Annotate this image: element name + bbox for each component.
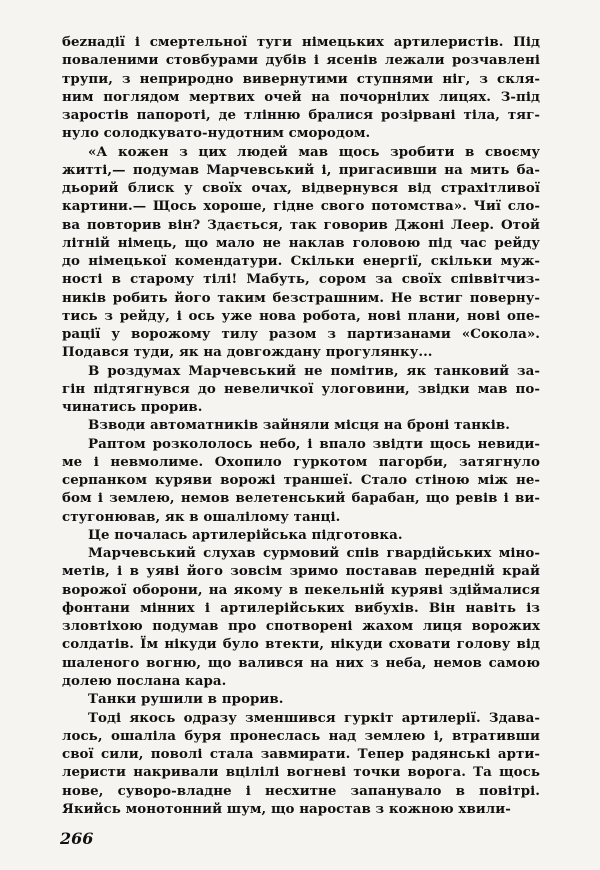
text-line: Подався туди, як на довгождану прогулянку...: [62, 344, 433, 361]
text-line: ва повторив він? Здається, так говорив Джоні Леер. Отой: [62, 216, 540, 233]
text-line: бezнадії і смертельної туги німецьких артилеристів. Під: [62, 34, 540, 50]
text-line: гін підтягнувся до невеличкої улоговини, звідки мав по-: [62, 380, 540, 397]
paragraph-start-line: Тоді якось одразу зменшився гуркіт артилерії. Здава-: [88, 709, 540, 726]
text-line: ним поглядом мертвих очей на почорнілих лицях. З-під: [62, 88, 540, 105]
paragraph-start-line: Взводи автоматників зайняли місця на броні танків.: [88, 417, 511, 434]
text-line: лось, ошаліла буря пронеслась над землею і, втративши: [62, 727, 540, 744]
paragraph-start-line: Танки рушили в прорив.: [88, 691, 284, 708]
text-line: бом і землею, немов велетенський барабан, що ревів і ви-: [62, 490, 540, 507]
text-line: метів, і в уяві його зовсім зримо поставав передній край: [62, 563, 540, 580]
text-line: долею послана кара.: [62, 673, 227, 689]
text-line: шаленого вогню, що валився на них з неба, немов самою: [62, 654, 540, 671]
text-line: дьорий блиск у своїх очах, відвернувся від страхітливої: [62, 180, 540, 196]
paragraph-start-line: Раптом розкололось небо, і впало звідти щось невиди-: [88, 435, 540, 452]
text-line: леристи накривали вцілілі вогневі точки ворога. Та щось: [62, 764, 540, 781]
paragraph-start-line: «А кожен з цих людей мав щось зробити в своєму: [88, 143, 540, 160]
paragraph-start-line: Це почалась артилерійська підготовка.: [88, 526, 403, 543]
text-line: трупи, з неприродно вивернутими ступнями ніг, з скля-: [62, 70, 540, 87]
page-number: 266: [60, 829, 94, 848]
text-line: солдатів. Їм нікуди було втекти, нікуди сховати голову від: [62, 636, 540, 653]
text-line: літній німець, що мало не наклав головою під час рейду: [62, 234, 540, 251]
text-line: до німецької комендатури. Скільки енергії, скільки муж-: [62, 253, 540, 270]
text-line: свої сили, поволі стала завмирати. Тепер радянські арти-: [62, 746, 540, 762]
text-line: нуло солодкувато-нудотним смородом.: [62, 125, 371, 142]
text-line: чинатись прорив.: [62, 399, 203, 416]
text-line: тись з рейду, і ось уже нова робота, нові плани, нові опе-: [62, 307, 540, 324]
text-line: ників робить його таким безстрашним. Не встиг поверну-: [62, 289, 540, 306]
text-line: нове, суворо-владне і несхитне запанувало в повітрі.: [62, 782, 540, 799]
text-line: рації у ворожому тилу разом з партизанами «Сокола».: [62, 326, 540, 343]
text-line: Якийсь монотонний шум, що наростав з кожною хвили-: [62, 800, 511, 817]
text-line: фонтани мінних і артилерійських вибухів. Він навіть із: [62, 599, 540, 616]
text-line: зловтіхою подумав про спотворені жахом лиця ворожих: [62, 618, 540, 635]
text-line: зароcтів папороті, де тлінню бралися розірвані тіла, тяг-: [62, 107, 540, 123]
paragraph-start-line: В роздумах Марчевський не помітив, як танковий за-: [88, 362, 540, 379]
text-line: ме і невмолиме. Охопило гуркотом пагорби, затягнуло: [62, 453, 540, 470]
text-line: ворожої оборони, на якому в пекельній куряві здіймалися: [62, 581, 540, 598]
text-line: поваленими стовбурами дубів і ясенів лежали розчавлені: [62, 52, 540, 69]
text-line: серпанком куряви ворожі траншеї. Стало стіною між не-: [62, 472, 540, 489]
text-line: ності в старому тілі! Мабуть, сором за своїх співвітчиз-: [62, 271, 540, 288]
text-line: стугонював, як в ошалілому танці.: [62, 508, 341, 525]
paragraph-start-line: Марчевський слухав сурмовий спів гвардійських міно-: [88, 545, 540, 562]
text-line: житті,— подумав Марчевський і, пригасивши на мить ба-: [62, 161, 540, 178]
text-line: картини.— Щось хороше, гідне свого потомства». Чиї сло-: [62, 198, 540, 215]
